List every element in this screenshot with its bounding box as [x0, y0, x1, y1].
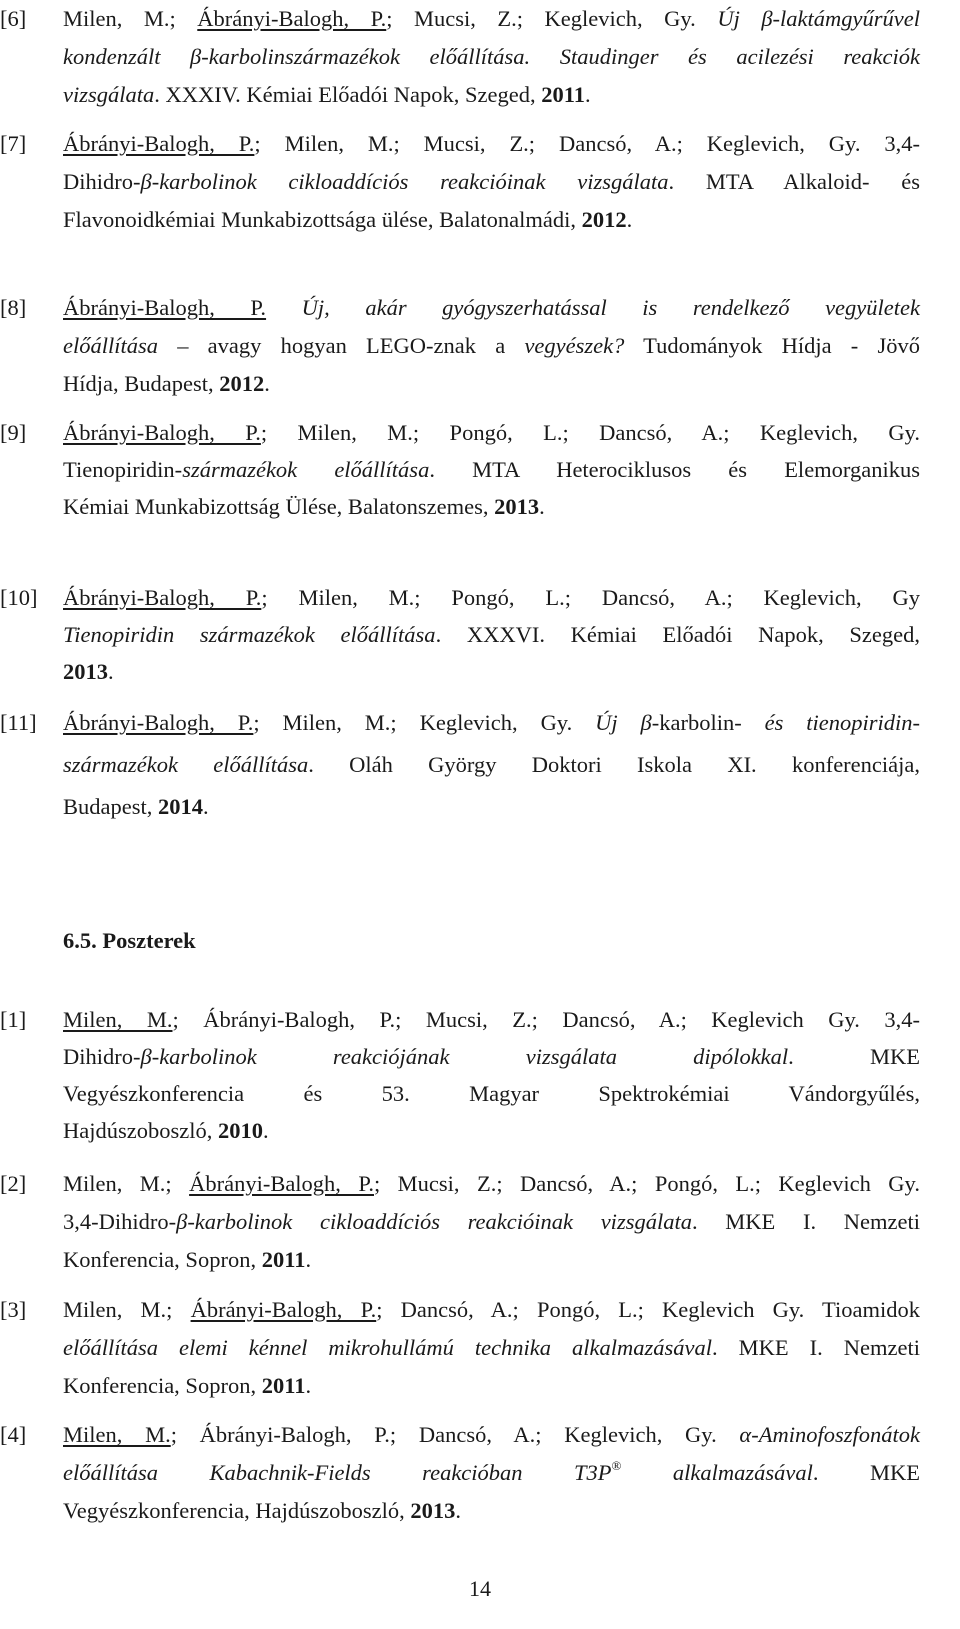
reference-text: Hídja, Budapest,	[63, 371, 220, 396]
reference-number: [11]	[0, 710, 37, 735]
reference-line	[63, 1332, 920, 1364]
reference-text: Milen, M.;	[63, 1297, 191, 1322]
reference-text: Kémiai Munkabizottság Ülése, Balatonszemes,	[63, 494, 495, 519]
reference-text: ; Milen, M.; Pongó, L.; Dancsó, A.; Keglevich, Gy.	[260, 420, 920, 445]
reference-line	[63, 491, 920, 523]
reference-text: .	[585, 82, 591, 107]
reference-text: Dihidro-	[63, 1044, 141, 1069]
reference-line	[63, 454, 920, 486]
year: 2014	[158, 794, 203, 819]
title-text: származékok előállítása	[63, 752, 309, 777]
title-text: előállítása Kabachnik-Fields reakcióban T3P	[63, 1460, 612, 1485]
reference-text: . MKE I. Nemzeti	[691, 1209, 920, 1234]
reference-line	[63, 1004, 920, 1036]
title-text: előállítása elemi kénnel mikrohullámú technika alkalmazásával	[63, 1335, 713, 1360]
reference-text: . MKE	[812, 1460, 920, 1485]
year: 2012	[219, 371, 265, 396]
reference-line	[63, 79, 920, 111]
title-text: vegyészek?	[524, 333, 625, 358]
title-text: és tienopiridin-	[764, 710, 920, 735]
section-heading-posters: 6.5. Poszterek	[63, 928, 196, 953]
reference-line	[63, 1078, 920, 1110]
author-highlight: Ábrányi-Balogh, P.	[63, 585, 262, 610]
reference-text: Konferencia, Sopron,	[63, 1247, 262, 1272]
author-highlight: Ábrányi-Balogh, P.	[63, 420, 261, 445]
page-number: 14	[469, 1576, 491, 1601]
title-text: β-karbolinok cikloaddíciós reakcióinak vizsgálata	[176, 1209, 692, 1234]
year: 2013	[494, 494, 540, 519]
reference-line	[63, 1115, 920, 1147]
reference-line	[63, 128, 920, 160]
author-highlight: Ábrányi-Balogh, P.	[189, 1171, 374, 1196]
title-text: Új β	[595, 710, 652, 735]
reference-line	[63, 3, 920, 35]
reference-line	[63, 166, 920, 198]
reference-text: . Oláh György Doktori Iskola XI. konferenciája,	[308, 752, 921, 777]
reference-text: Tudományok Hídja - Jövő	[624, 333, 920, 358]
title-text: β-karbolinok cikloaddíciós reakcióinak vizsgálata	[140, 169, 669, 194]
reference-line	[63, 204, 920, 236]
author-highlight: Ábrányi-Balogh, P.	[190, 1297, 377, 1322]
reference-text: ; Ábrányi-Balogh, P.; Dancsó, A.; Keglevich, Gy.	[170, 1422, 740, 1447]
reference-line	[63, 656, 920, 688]
reference-text: .	[305, 1247, 312, 1272]
author-highlight: Ábrányi-Balogh, P.	[197, 6, 387, 31]
reference-text	[266, 295, 302, 320]
reference-text: . XXXVI. Kémiai Előadói Napok, Szeged,	[435, 622, 920, 647]
reference-text: Vegyészkonferencia és 53. Magyar Spektrokémiai Vándorgyűlés,	[63, 1081, 920, 1106]
reference-number: [6]	[0, 6, 27, 31]
reference-text: ; Milen, M.; Mucsi, Z.; Dancsó, A.; Keglevich, Gy. 3,4-	[254, 131, 920, 156]
reference-line	[63, 1244, 920, 1276]
reference-line	[63, 619, 920, 651]
reference-number: [4]	[0, 1422, 27, 1447]
year: 2013	[63, 659, 108, 684]
year: 2012	[581, 207, 627, 232]
reference-text: .	[455, 1498, 462, 1523]
reference-line	[63, 368, 920, 400]
reference-line	[63, 1370, 920, 1402]
reference-line	[63, 41, 920, 73]
reference-line	[63, 292, 920, 324]
reference-line	[63, 1041, 920, 1073]
title-text: α-Aminofoszfonátok	[739, 1422, 920, 1447]
reference-line	[63, 1168, 920, 1200]
title-text: Tienopiridin származékok előállítása	[63, 622, 436, 647]
reference-text: ®	[611, 1458, 622, 1473]
title-text: előállítása	[63, 333, 158, 358]
author-highlight: Ábrányi-Balogh, P.	[63, 295, 267, 320]
reference-text: ; Ábrányi-Balogh, P.; Mucsi, Z.; Dancsó, A.; Keglevich Gy. 3,4-	[172, 1007, 920, 1032]
title-text: kondenzált β-karbolinszármazékok előállítása. Staudinger és acilezési reakciók	[63, 44, 920, 69]
reference-text: .	[305, 1373, 312, 1398]
year: 2013	[410, 1498, 456, 1523]
reference-text: Hajdúszoboszló,	[63, 1118, 218, 1143]
reference-text: .	[539, 494, 545, 519]
author-highlight: Ábrányi-Balogh, P.	[63, 710, 254, 735]
reference-number: [8]	[0, 295, 27, 320]
reference-line	[63, 749, 920, 781]
reference-number: [9]	[0, 420, 27, 445]
reference-text: – avagy hogyan LEGO-znak a	[158, 333, 525, 358]
reference-text: Budapest,	[63, 794, 158, 819]
year: 2011	[261, 1247, 306, 1272]
title-text: Új β-laktámgyűrűvel	[717, 6, 920, 31]
reference-line	[63, 791, 920, 823]
year: 2010	[217, 1118, 263, 1143]
year: 2011	[261, 1373, 306, 1398]
reference-text: .	[108, 659, 114, 684]
reference-line	[63, 582, 920, 614]
title-text: vizsgálata	[63, 82, 155, 107]
reference-line	[63, 1294, 920, 1326]
title-text: β-karbolinok reakciójának vizsgálata dipólokkal	[140, 1044, 789, 1069]
reference-number: [1]	[0, 1007, 27, 1032]
reference-text: Dihidro-	[63, 169, 141, 194]
reference-text: -karbolin-	[651, 710, 765, 735]
reference-text: . MTA Heterociklusos és Elemorganikus	[429, 457, 921, 482]
reference-number: [2]	[0, 1171, 27, 1196]
reference-line	[63, 1495, 920, 1527]
reference-text: Konferencia, Sopron,	[63, 1373, 262, 1398]
author-highlight: Milen, M.	[63, 1007, 173, 1032]
reference-text: . MKE	[788, 1044, 921, 1069]
reference-line	[63, 707, 920, 739]
year: 2011	[541, 82, 586, 107]
reference-text: . MKE I. Nemzeti	[712, 1335, 920, 1360]
author-highlight: Ábrányi-Balogh, P.	[63, 131, 255, 156]
reference-line	[63, 417, 920, 449]
reference-text: ; Mucsi, Z.; Dancsó, A.; Pongó, L.; Keglevich Gy.	[374, 1171, 920, 1196]
reference-text: ; Mucsi, Z.; Keglevich, Gy.	[386, 6, 718, 31]
reference-text: ; Dancsó, A.; Pongó, L.; Keglevich Gy. Tioamidok	[376, 1297, 920, 1322]
reference-text: .	[262, 1118, 269, 1143]
reference-line	[63, 330, 920, 362]
reference-text: Tienopiridin-	[63, 457, 183, 482]
reference-text: ; Milen, M.; Keglevich, Gy.	[253, 710, 596, 735]
reference-text: Milen, M.;	[63, 1171, 190, 1196]
reference-line	[63, 1206, 920, 1238]
reference-text: ; Milen, M.; Pongó, L.; Dancsó, A.; Keglevich, Gy	[261, 585, 920, 610]
author-highlight: Milen, M.	[63, 1422, 171, 1447]
reference-text: Milen, M.;	[63, 6, 198, 31]
reference-text: .	[626, 207, 633, 232]
reference-line	[63, 1457, 920, 1489]
title-text: Új, akár gyógyszerhatással is rendelkező vegyületek	[301, 295, 920, 320]
reference-text: 3,4-Dihidro-	[63, 1209, 177, 1234]
reference-number: [10]	[0, 585, 38, 610]
reference-text: . XXXIV. Kémiai Előadói Napok, Szeged,	[154, 82, 542, 107]
reference-text: .	[203, 794, 209, 819]
title-text: származékok előállítása	[182, 457, 430, 482]
reference-line	[63, 1419, 920, 1451]
reference-text: . MTA Alkaloid- és	[668, 169, 920, 194]
reference-text: .	[264, 371, 270, 396]
reference-text: Vegyészkonferencia, Hajdúszoboszló,	[63, 1498, 411, 1523]
title-text: alkalmazásával	[621, 1460, 813, 1485]
reference-number: [3]	[0, 1297, 27, 1322]
reference-text: Flavonoidkémiai Munkabizottsága ülése, Balatonalmádi,	[63, 207, 582, 232]
reference-number: [7]	[0, 131, 27, 156]
